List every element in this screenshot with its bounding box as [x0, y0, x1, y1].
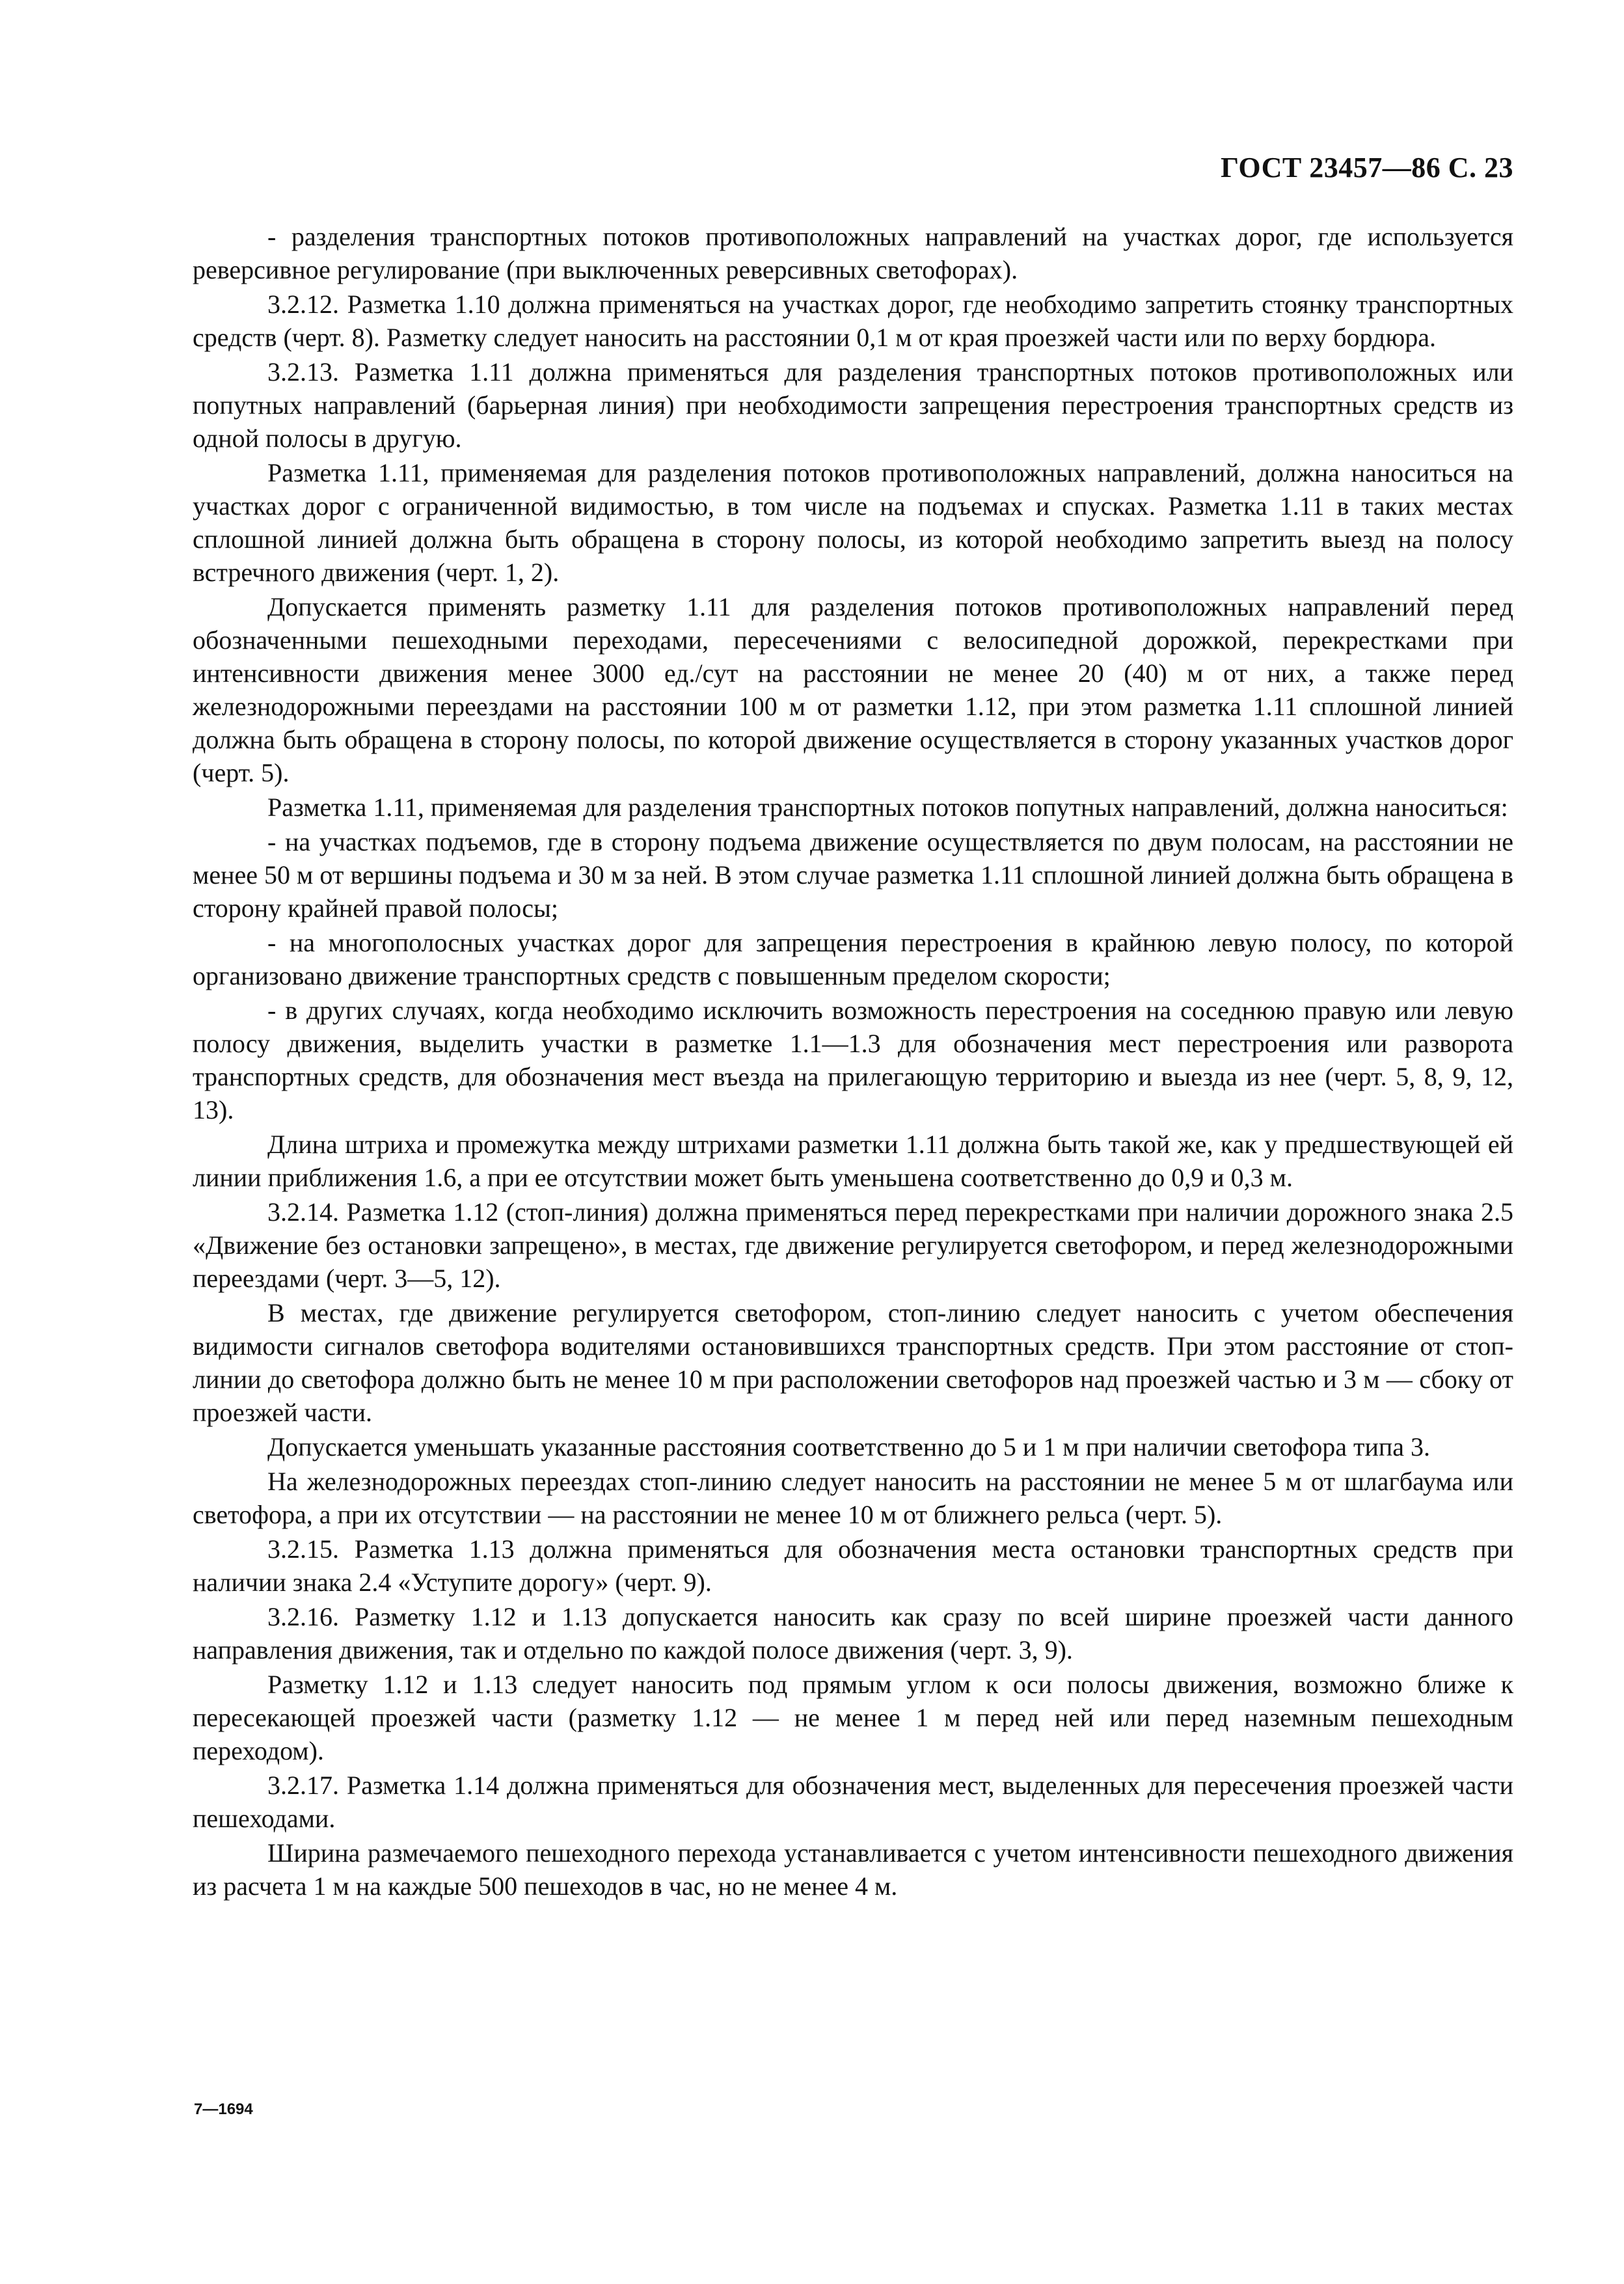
paragraph-3-2-14: 3.2.14. Разметка 1.12 (стоп-линия) должна применяться перед перекрестками при наличии дорожного знака 2.5 «Движение без остановки запрещено», в местах, где движение регулируется светофором, и перед железнодорожными переездами (черт. 3—5, 12). — [193, 1197, 1513, 1293]
paragraph: Разметку 1.12 и 1.13 следует наносить под прямым углом к оси полосы движения, возможно ближе к пересекающей проезжей части (разметку 1.12 — не менее 1 м перед ней или перед наземным пешеходным переходом). — [193, 1670, 1513, 1765]
document-body — [193, 220, 1513, 1904]
paragraph-3-2-16: 3.2.16. Разметку 1.12 и 1.13 допускается наносить как сразу по всей ширине проезжей части данного направления движения, так и отдельно по каждой полосе движения (черт. 3, 9). — [193, 1602, 1513, 1665]
list-item: - в других случаях, когда необходимо исключить возможность перестроения на соседнюю правую или левую полосу движения, выделить участки в разметке 1.1—1.3 для обозначения мест перестроения или разворота транспортных средств, для обозначения мест въезда на прилегающую территорию и выезда из нее (черт. 5, 8, 9, 12, 13). — [193, 996, 1513, 1124]
paragraph: Длина штриха и промежутка между штрихами разметки 1.11 должна быть такой же, как у предшествующей ей линии приближения 1.6, а при ее отсутствии может быть уменьшена соответственно до 0,9 и 0,3 м. — [193, 1130, 1513, 1192]
paragraph: Допускается применять разметку 1.11 для разделения потоков противоположных направлений перед обозначенными пешеходными переходами, пересечениями с велосипедной дорожкой, перекрестками при интенсивности движения менее 3000 ед./сут на расстоянии не менее 20 (40) м от них, а также перед железнодорожными переездами на расстоянии 100 м от разметки 1.12, при этом разметка 1.11 сплошной линией должна быть обращена в сторону полосы, по которой движение осуществляется в сторону указанных участков дорог (черт. 5). — [193, 592, 1513, 787]
print-code: 7—1694 — [194, 2100, 253, 2118]
paragraph-3-2-15: 3.2.15. Разметка 1.13 должна применяться для обозначения места остановки транспортных средств при наличии знака 2.4 «Уступите дорогу» (черт. 9). — [193, 1534, 1513, 1597]
paragraph-3-2-13: 3.2.13. Разметка 1.11 должна применяться для разделения транспортных потоков противоположных или попутных направлений (барьерная линия) при необходимости запрещения перестроения транспортных средств из одной полосы в другую. — [193, 357, 1513, 453]
list-item: - на участках подъемов, где в сторону подъема движение осуществляется по двум полосам, на расстоянии не менее 50 м от вершины подъема и 30 м за ней. В этом случае разметка 1.11 сплошной линией должна быть обращена в сторону крайней правой полосы; — [193, 827, 1513, 923]
paragraph: Ширина размечаемого пешеходного перехода устанавливается с учетом интенсивности пешеходного движения из расчета 1 м на каждые 500 пешеходов в час, но не менее 4 м. — [193, 1838, 1513, 1901]
paragraph-3-2-12: 3.2.12. Разметка 1.10 должна применяться на участках дорог, где необходимо запретить стоянку транспортных средств (черт. 8). Разметку следует наносить на расстоянии 0,1 м от края проезжей части или по верху бордюра. — [193, 290, 1513, 352]
list-item: - на многополосных участках дорог для запрещения перестроения в крайнюю левую полосу, по которой организовано движение транспортных средств с повышенным пределом скорости; — [193, 928, 1513, 990]
paragraph: Разметка 1.11, применяемая для разделения потоков противоположных направлений, должна наноситься на участках дорог с ограниченной видимостью, в том числе на подъемах и спусках. Разметка 1.11 в таких местах сплошной линией должна быть обращена в сторону полосы, из которой необходимо запретить выезд на полосу встречного движения (черт. 1, 2). — [193, 458, 1513, 587]
paragraph: На железнодорожных переездах стоп-линию следует наносить на расстоянии не менее 5 м от шлагбаума или светофора, а при их отсутствии — на расстоянии не менее 10 м от ближнего рельса (черт. 5). — [193, 1467, 1513, 1529]
paragraph: В местах, где движение регулируется светофором, стоп-линию следует наносить с учетом обеспечения видимости сигналов светофора водителями остановившихся транспортных средств. При этом расстояние от стоп-линии до светофора должно быть не менее 10 м при расположении светофоров над проезжей частью и 3 м — сбоку от проезжей части. — [193, 1298, 1513, 1427]
paragraph: - разделения транспортных потоков противоположных направлений на участках дорог, где используется реверсивное регулирование (при выключенных реверсивных светофорах). — [193, 222, 1513, 284]
page-header: ГОСТ 23457—86 С. 23 — [1220, 152, 1513, 184]
paragraph: Разметка 1.11, применяемая для разделения транспортных потоков попутных направлений, должна наноситься: — [267, 793, 1508, 822]
paragraph: Допускается уменьшать указанные расстояния соответственно до 5 и 1 м при наличии светофора типа 3. — [267, 1432, 1431, 1461]
paragraph-3-2-17: 3.2.17. Разметка 1.14 должна применяться для обозначения мест, выделенных для пересечения проезжей части пешеходами. — [193, 1771, 1513, 1833]
